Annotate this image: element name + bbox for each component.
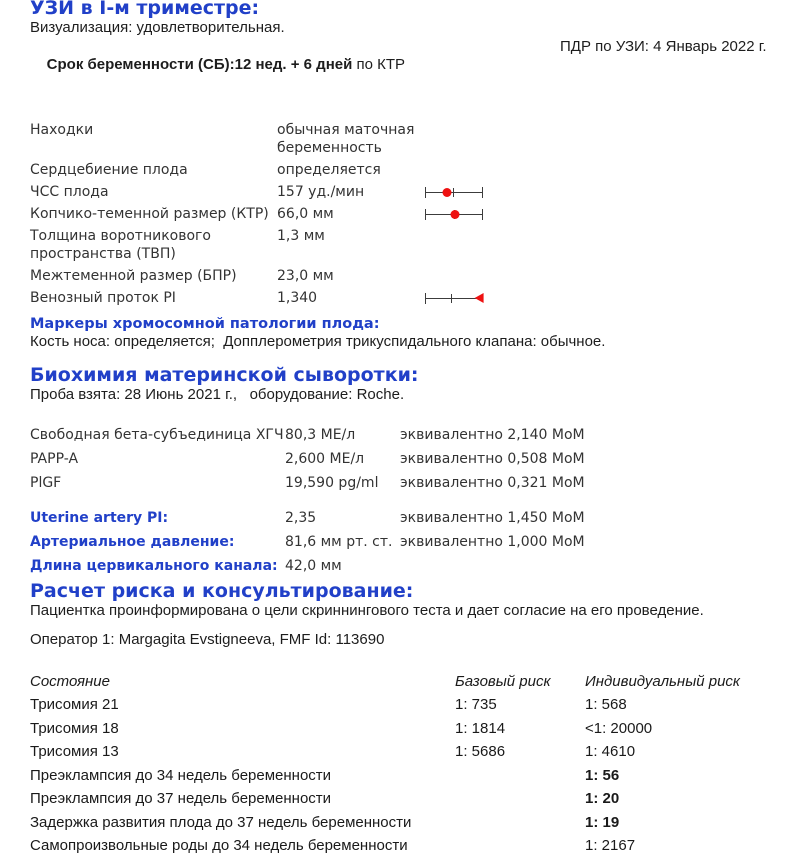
individual-risk-value: 1: 19 bbox=[585, 813, 620, 831]
table-row bbox=[30, 471, 780, 495]
measure-label: Uterine artery PI: bbox=[30, 509, 169, 526]
measure-mom: эквивалентно 1,000 МоМ bbox=[400, 533, 585, 550]
measure-mom bbox=[400, 554, 780, 578]
findings-table bbox=[30, 119, 780, 309]
condition-label: Задержка развития плода до 37 недель беременности bbox=[30, 813, 412, 831]
individual-risk-value: 1: 2167 bbox=[585, 837, 636, 854]
base-risk-value bbox=[455, 834, 585, 858]
gauge-tick-right bbox=[482, 209, 483, 220]
table-row bbox=[30, 554, 780, 578]
sample-line: Проба взята: 28 Июнь 2021 г., оборудование: Roche. bbox=[30, 386, 405, 403]
individual-risk-value: 1: 20 bbox=[585, 790, 620, 807]
analyte-label: Свободная бета-субъединица ХГЧ bbox=[30, 426, 284, 443]
finding-value: 23,0 мм bbox=[277, 267, 334, 284]
finding-value: обычная маточная беременность bbox=[277, 121, 415, 156]
individual-risk-value: <1: 20000 bbox=[585, 719, 653, 737]
finding-value: 1,340 bbox=[277, 289, 318, 306]
section-title-risk: Расчет риска и консультирование: bbox=[30, 579, 414, 602]
measure-value: 2,35 bbox=[285, 509, 317, 526]
finding-value: 157 уд./мин bbox=[277, 183, 365, 200]
table-row bbox=[30, 447, 780, 471]
finding-label: Копчико-теменной размер (КТР) bbox=[30, 205, 269, 222]
risk-table bbox=[30, 670, 780, 858]
analyte-mom: эквивалентно 2,140 МоМ bbox=[400, 426, 585, 443]
range-gauge bbox=[425, 290, 483, 307]
measure-mom: эквивалентно 1,450 МоМ bbox=[400, 509, 585, 526]
table-row bbox=[30, 119, 780, 159]
condition-label: Самопроизвольные роды до 34 недель беременности bbox=[30, 837, 408, 854]
individual-risk-value: 1: 4610 bbox=[585, 743, 636, 760]
consent-line: Пациентка проинформирована о цели скриннингового теста и дает согласие на его проведение. bbox=[30, 601, 704, 619]
visualization-line: Визуализация: удовлетворительная. bbox=[30, 19, 285, 36]
gauge-marker-icon bbox=[443, 188, 452, 197]
gauge-tick-mid bbox=[451, 294, 452, 303]
finding-label: Толщина воротникового пространства (ТВП) bbox=[30, 227, 211, 262]
measure-label: Длина цервикального канала: bbox=[30, 557, 278, 574]
condition-label: Трисомия 21 bbox=[30, 696, 119, 713]
gauge-marker-icon bbox=[451, 210, 460, 219]
table-row bbox=[30, 265, 780, 287]
table-row bbox=[30, 181, 780, 203]
analyte-label: PAPP-A bbox=[30, 450, 79, 467]
measure-label: Артериальное давление: bbox=[30, 533, 235, 550]
table-row bbox=[30, 787, 780, 811]
gauge-tick-mid bbox=[453, 188, 454, 197]
condition-label: Преэклампсия до 37 недель беременности bbox=[30, 790, 332, 807]
gauge-tick-left bbox=[425, 293, 426, 304]
gauge-track bbox=[425, 192, 483, 193]
measure-value: 42,0 мм bbox=[285, 557, 342, 574]
analyte-mom: эквивалентно 0,508 МоМ bbox=[400, 450, 585, 467]
table-row bbox=[30, 693, 780, 717]
doppler-table bbox=[30, 506, 780, 578]
gestation-age: Срок беременности (СБ):12 нед. + 6 дней bbox=[46, 56, 353, 73]
finding-label: Межтеменной размер (БПР) bbox=[30, 267, 237, 284]
condition-label: Трисомия 13 bbox=[30, 743, 119, 760]
gestation-line bbox=[30, 38, 780, 112]
gauge-tick-left bbox=[425, 187, 426, 198]
base-risk-value: 1: 1814 bbox=[455, 719, 506, 737]
base-risk-value bbox=[455, 787, 585, 811]
gauge-tick-right bbox=[482, 187, 483, 198]
analyte-value: 2,600 МЕ/л bbox=[285, 450, 365, 467]
range-gauge bbox=[425, 206, 483, 223]
finding-label: Венозный проток PI bbox=[30, 289, 176, 306]
condition-label: Преэклампсия до 34 недель беременности bbox=[30, 766, 332, 784]
finding-value: 66,0 мм bbox=[277, 205, 334, 222]
risk-table-header bbox=[30, 670, 780, 694]
individual-risk-value: 1: 56 bbox=[585, 766, 620, 784]
finding-label: Находки bbox=[30, 121, 94, 138]
table-row bbox=[30, 811, 780, 835]
table-row bbox=[30, 506, 780, 530]
section-title-biochemistry: Биохимия материнской сыворотки: bbox=[30, 364, 419, 386]
table-row bbox=[30, 159, 780, 181]
base-risk-value bbox=[455, 811, 585, 835]
table-row bbox=[30, 287, 780, 309]
base-risk-value bbox=[455, 764, 585, 788]
gauge-marker-icon bbox=[475, 293, 484, 303]
finding-value: определяется bbox=[277, 161, 381, 178]
table-row bbox=[30, 203, 780, 225]
column-header-individual-risk: Индивидуальный риск bbox=[585, 672, 741, 690]
condition-label: Трисомия 18 bbox=[30, 719, 119, 737]
section-title-markers: Маркеры хромосомной патологии плода: bbox=[30, 315, 380, 332]
table-row bbox=[30, 834, 780, 858]
finding-value: 1,3 мм bbox=[277, 227, 325, 244]
base-risk-value: 1: 5686 bbox=[455, 743, 506, 760]
gestation-method: по КТР bbox=[352, 56, 406, 73]
finding-label: Сердцебиение плода bbox=[30, 161, 188, 178]
analyte-mom: эквивалентно 0,321 МоМ bbox=[400, 474, 585, 491]
column-header-base-risk: Базовый риск bbox=[455, 672, 551, 690]
analyte-value: 19,590 pg/ml bbox=[285, 474, 379, 491]
table-row bbox=[30, 740, 780, 764]
range-gauge bbox=[425, 184, 483, 201]
biochemistry-table bbox=[30, 423, 780, 495]
table-row bbox=[30, 764, 780, 788]
operator-line: Оператор 1: Margagita Evstigneeva, FMF Id: 113690 bbox=[30, 631, 385, 648]
individual-risk-value: 1: 568 bbox=[585, 696, 627, 713]
analyte-value: 80,3 МЕ/л bbox=[285, 426, 356, 443]
edd-by-ultrasound: ПДР по УЗИ: 4 Январь 2022 г. bbox=[560, 37, 767, 55]
gauge-tick-left bbox=[425, 209, 426, 220]
finding-label: ЧСС плода bbox=[30, 183, 109, 200]
table-row bbox=[30, 717, 780, 741]
section-title-ultrasound: УЗИ в I-м триместре: bbox=[30, 0, 260, 19]
base-risk-value: 1: 735 bbox=[455, 696, 497, 713]
table-row bbox=[30, 423, 780, 447]
column-header-condition: Состояние bbox=[30, 672, 110, 690]
table-row bbox=[30, 530, 780, 554]
analyte-label: PlGF bbox=[30, 474, 62, 491]
measure-value: 81,6 мм рт. ст. bbox=[285, 533, 393, 550]
table-row bbox=[30, 225, 780, 265]
markers-body: Кость носа: определяется; Допплерометрия трикуспидального клапана: обычное. bbox=[30, 332, 606, 350]
